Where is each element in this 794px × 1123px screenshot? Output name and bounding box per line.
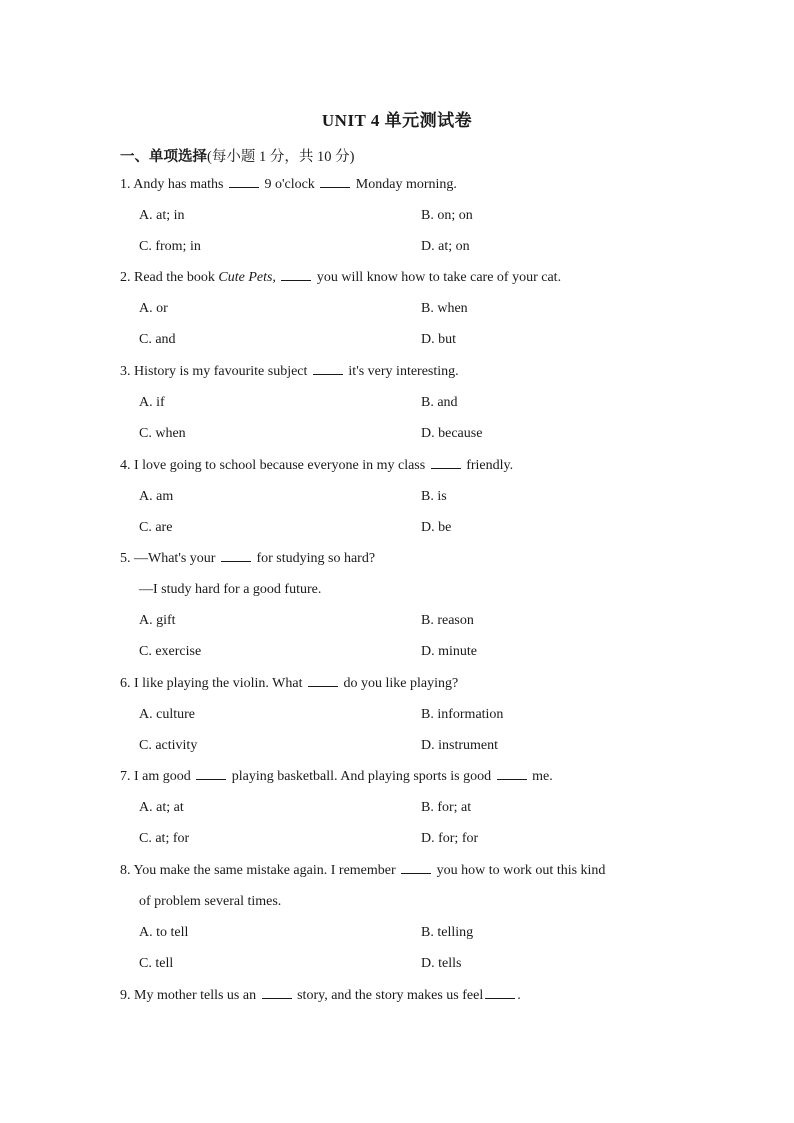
question-number: 5. bbox=[120, 551, 131, 566]
question-text: 9 o'clock bbox=[260, 177, 319, 192]
option-d: D. for; for bbox=[421, 831, 479, 846]
option-d: D. at; on bbox=[421, 239, 470, 254]
question-text: me. bbox=[528, 769, 553, 784]
question-3 bbox=[120, 362, 459, 382]
question-8-continuation: of problem several times. bbox=[139, 894, 282, 909]
option-c: C. are bbox=[139, 520, 173, 535]
question-text: friendly. bbox=[462, 458, 514, 473]
option-d: D. tells bbox=[421, 956, 462, 971]
question-1 bbox=[120, 175, 457, 195]
question-text: do you like playing? bbox=[340, 676, 459, 691]
question-number: 7. bbox=[120, 769, 131, 784]
question-text: You make the same mistake again. I remember bbox=[133, 863, 400, 878]
question-9 bbox=[120, 986, 521, 1006]
question-text: . bbox=[517, 988, 521, 1003]
question-text: story, and the story makes us feel bbox=[293, 988, 484, 1003]
question-number: 4. bbox=[120, 458, 131, 473]
question-text: you how to work out this kind bbox=[433, 863, 606, 878]
question-number: 8. bbox=[120, 863, 131, 878]
answer-blank bbox=[308, 674, 338, 687]
option-d: D. be bbox=[421, 520, 452, 535]
question-text: you will know how to take care of your cat. bbox=[313, 270, 562, 285]
option-a: A. at; in bbox=[139, 208, 185, 223]
answer-blank bbox=[262, 986, 292, 999]
question-text: —What's your bbox=[134, 551, 219, 566]
option-c: C. and bbox=[139, 332, 176, 347]
option-b: B. on; on bbox=[421, 208, 473, 223]
option-d: D. minute bbox=[421, 644, 477, 659]
option-a: A. gift bbox=[139, 613, 176, 628]
option-d: D. because bbox=[421, 426, 483, 441]
question-7 bbox=[120, 767, 553, 787]
question-text: I like playing the violin. What bbox=[134, 676, 306, 691]
section-heading bbox=[120, 145, 354, 166]
option-a: A. culture bbox=[139, 707, 195, 722]
answer-blank bbox=[401, 861, 431, 874]
question-text: Monday morning. bbox=[352, 177, 457, 192]
answer-blank bbox=[485, 986, 515, 999]
question-text: for studying so hard? bbox=[252, 551, 376, 566]
question-text: it's very interesting. bbox=[344, 364, 459, 379]
question-text: Andy has maths bbox=[133, 177, 227, 192]
option-c: C. when bbox=[139, 426, 186, 441]
book-title: Cute Pets, bbox=[218, 270, 276, 285]
question-6 bbox=[120, 674, 458, 694]
question-text: I am good bbox=[134, 769, 195, 784]
question-text bbox=[276, 270, 280, 285]
option-b: B. when bbox=[421, 301, 468, 316]
option-a: A. at; at bbox=[139, 800, 184, 815]
option-a: A. to tell bbox=[139, 925, 189, 940]
option-c: C. activity bbox=[139, 738, 198, 753]
option-c: C. at; for bbox=[139, 831, 190, 846]
question-text: I love going to school because everyone in my class bbox=[134, 458, 429, 473]
option-b: B. and bbox=[421, 395, 458, 410]
option-a: A. am bbox=[139, 489, 174, 504]
option-c: C. exercise bbox=[139, 644, 202, 659]
option-a: A. if bbox=[139, 395, 165, 410]
question-8 bbox=[120, 861, 605, 881]
option-c: C. from; in bbox=[139, 239, 201, 254]
question-number: 2. bbox=[120, 270, 131, 285]
answer-blank bbox=[196, 767, 226, 780]
question-number: 3. bbox=[120, 364, 131, 379]
option-d: D. instrument bbox=[421, 738, 498, 753]
option-b: B. for; at bbox=[421, 800, 472, 815]
question-text: Read the book bbox=[134, 270, 219, 285]
section-heading-label: 一、单项选择 bbox=[120, 149, 207, 165]
question-4 bbox=[120, 456, 513, 476]
question-text: History is my favourite subject bbox=[134, 364, 311, 379]
option-b: B. information bbox=[421, 707, 504, 722]
option-d: D. but bbox=[421, 332, 456, 347]
page-title: UNIT 4 单元测试卷 bbox=[321, 111, 473, 130]
question-number: 1. bbox=[120, 177, 131, 192]
answer-blank bbox=[221, 549, 251, 562]
question-number: 6. bbox=[120, 676, 131, 691]
question-text: playing basketball. And playing sports is good bbox=[228, 769, 495, 784]
answer-blank bbox=[313, 362, 343, 375]
option-b: B. is bbox=[421, 489, 447, 504]
answer-blank bbox=[431, 456, 461, 469]
answer-blank bbox=[281, 268, 311, 281]
question-5 bbox=[120, 549, 375, 569]
option-c: C. tell bbox=[139, 956, 174, 971]
option-a: A. or bbox=[139, 301, 168, 316]
answer-blank bbox=[320, 175, 350, 188]
question-number: 9. bbox=[120, 988, 131, 1003]
question-text: My mother tells us an bbox=[134, 988, 260, 1003]
answer-blank bbox=[497, 767, 527, 780]
answer-blank bbox=[229, 175, 259, 188]
section-heading-note: (每小题 1 分，共 10 分) bbox=[207, 149, 355, 165]
question-5-reply: —I study hard for a good future. bbox=[139, 582, 322, 597]
option-b: B. reason bbox=[421, 613, 474, 628]
option-b: B. telling bbox=[421, 925, 474, 940]
question-2 bbox=[120, 268, 561, 288]
